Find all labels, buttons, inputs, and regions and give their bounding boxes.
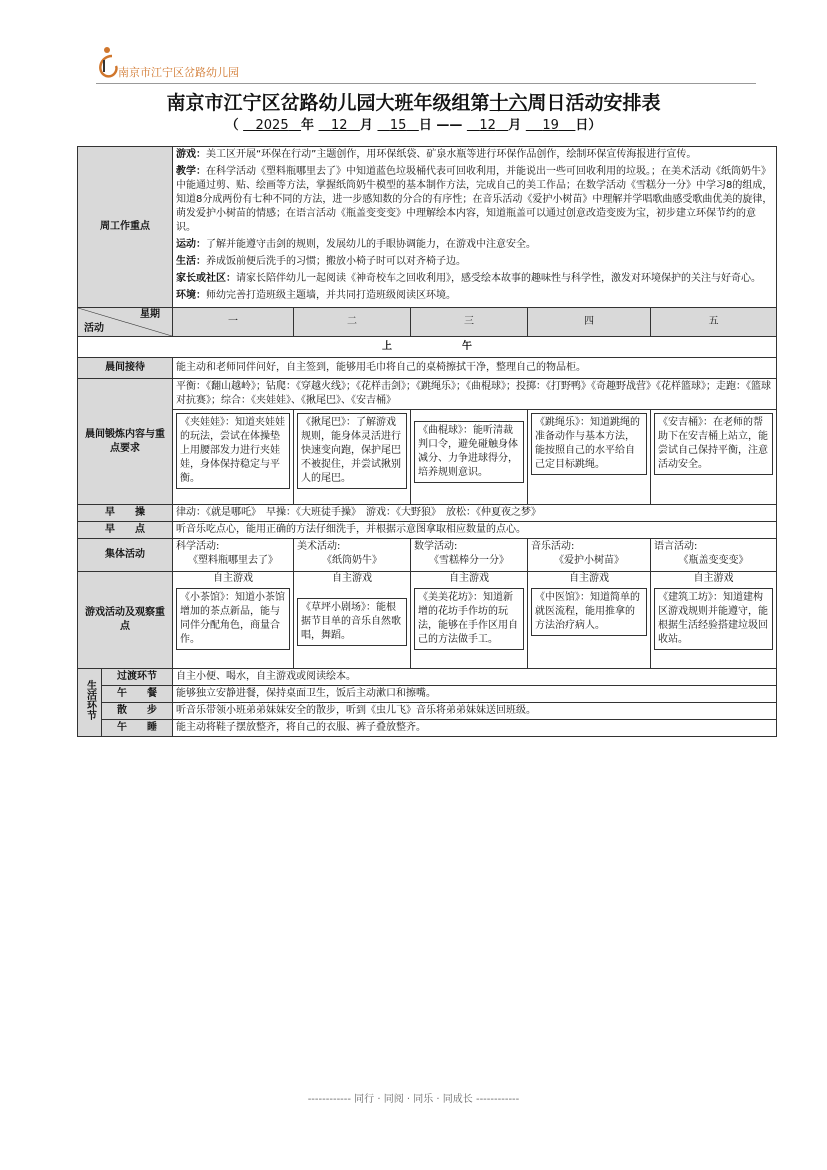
corner-activity: 活动 xyxy=(84,323,104,334)
focus-item: 游戏：美工区开展“环保在行动”主题创作，用环保纸袋、矿泉水瓶等进行环保作品创作，绘制环保宣传海报进行宣传。 xyxy=(176,149,697,160)
exercise-detail: 《跳绳乐》：知道跳绳的准备动作与基本方法，能按照自己的水平给自己定目标跳绳。 xyxy=(531,413,647,475)
date-range xyxy=(0,114,827,133)
focus-item: 运动：了解并能遵守击剑的规则，发展幼儿的手眼协调能力，在游戏中注意安全。 xyxy=(176,239,536,250)
exercise-days-row xyxy=(78,410,777,505)
exercise-detail: 《安吉桶》：在老师的帮助下在安吉桶上站立，能尝试自己保持平衡，注意活动安全。 xyxy=(654,413,773,475)
group-type: 音乐活动: xyxy=(531,541,575,552)
morning-exercise-row xyxy=(78,505,777,522)
morning-row xyxy=(78,337,777,358)
life-sub-label: 过渡环节 xyxy=(102,669,173,686)
date-month-char-2: 月 xyxy=(508,118,522,133)
group-type: 数学活动: xyxy=(414,541,458,552)
exercise-day-1 xyxy=(173,410,294,505)
start-year: 2025 xyxy=(255,118,289,133)
day-header-corner xyxy=(78,308,173,337)
play-row xyxy=(78,572,777,669)
group-day-5 xyxy=(651,539,777,572)
exercise-detail: 《曲棍球》：能听清裁判口令，避免碰触身体减分、力争进球得分，培养规则意识。 xyxy=(414,421,524,483)
group-day-2 xyxy=(294,539,411,572)
play-header: 自主游戏 xyxy=(449,573,489,584)
page-header xyxy=(92,44,752,84)
date-day-char: 日 xyxy=(418,118,432,133)
date-month-char: 月 xyxy=(359,118,373,133)
exercise-detail: 《夹娃娃》：知道夹娃娃的玩法，尝试在体操垫上用腰部发力进行夹娃娃，身体保持稳定与平衡。 xyxy=(176,413,290,489)
reception-label: 晨间接待 xyxy=(78,358,173,379)
header-divider xyxy=(96,83,756,84)
life-row xyxy=(78,703,777,720)
end-month: 12 xyxy=(479,118,496,133)
day-monday: 一 xyxy=(173,308,294,337)
weekly-focus-content xyxy=(173,147,777,308)
play-label: 游戏活动及观察重点 xyxy=(78,572,173,669)
date-open: （ xyxy=(225,118,239,133)
play-day-1 xyxy=(173,572,294,669)
snack-content: 听音乐吃点心，能用正确的方法仔细洗手，并根据示意图拿取相应数量的点心。 xyxy=(173,522,777,539)
play-header: 自主游戏 xyxy=(332,573,372,584)
end-day: 19 xyxy=(542,118,559,133)
group-day-4 xyxy=(528,539,651,572)
play-day-5 xyxy=(651,572,777,669)
group-day-3 xyxy=(411,539,528,572)
play-day-3 xyxy=(411,572,528,669)
play-header: 自主游戏 xyxy=(213,573,253,584)
group-name: 《纸筒奶牛》 xyxy=(322,555,382,566)
logo-text: 南京市江宁区岔路幼儿园 xyxy=(118,66,239,79)
group-name: 《塑料瓶哪里去了》 xyxy=(188,555,278,566)
group-name: 《雪糕棒分一分》 xyxy=(429,555,509,566)
day-friday: 五 xyxy=(651,308,777,337)
life-row xyxy=(78,720,777,737)
play-detail: 《草坪小剧场》：能根据节目单的音乐自然歌唱，舞蹈。 xyxy=(297,598,407,646)
exercise-day-3 xyxy=(411,410,528,505)
start-month: 12 xyxy=(330,118,348,133)
focus-item: 教学：在科学活动《塑料瓶哪里去了》中知道蓝色垃圾桶代表可回收利用，并能说出一些可回收利用的垃圾。；在美术活动《纸筒奶牛》中能通过剪、贴、绘画等方法，掌握纸筒奶牛模型的基本制作方法，完成自己的美工作品；在数学活动《雪糕分一分》中学习8的组成，知道8分成两份有七种不同的方法，进一步感知数的分合的有序性；在音乐活动《爱护小树苗》中理解并学唱歌曲感受歌曲优美的旋律，萌发爱护小树苗的情感；在语言活动《瓶盖变变变》中理解绘本内容，知道瓶盖可以通过创意改造变废为宝，初步建立环保节约的意识。 xyxy=(176,166,773,233)
title-suffix: 周日活动安排表 xyxy=(527,92,661,114)
corner-weekday: 星期 xyxy=(140,309,160,320)
page-footer: ------------ 同行 · 同阅 · 同乐 · 同成长 ------------ xyxy=(307,1094,520,1105)
play-day-2 xyxy=(294,572,411,669)
life-label-text: 生活环节 xyxy=(84,680,96,720)
morning-exercise-content: 律动：《就是哪吒》 早操：《大班徒手操》 游戏：《大野狼》 放松：《仲夏夜之梦》 xyxy=(173,505,777,522)
day-header-row xyxy=(78,308,777,337)
snack-row xyxy=(78,522,777,539)
focus-item: 环境：师幼完善打造班级主题墙，并共同打造班级阅读区环境。 xyxy=(176,290,456,301)
exercise-label: 晨间锻炼内容与重点要求 xyxy=(78,379,173,505)
title-prefix: 南京市江宁区岔路幼儿园大班年级组第 xyxy=(166,92,490,114)
exercise-summary-row xyxy=(78,379,777,410)
morning-exercise-label: 早 操 xyxy=(78,505,173,522)
weekly-focus-label: 周工作重点 xyxy=(78,147,173,308)
life-row xyxy=(78,669,777,686)
group-type: 科学活动: xyxy=(176,541,220,552)
date-close: 日） xyxy=(575,118,602,133)
date-year-char: 年 xyxy=(301,118,315,133)
kindergarten-logo-icon xyxy=(92,44,120,80)
life-content: 能够独立安静进餐，保持桌面卫生，饭后主动漱口和擦嘴。 xyxy=(173,686,777,703)
date-dash: —— xyxy=(436,118,463,133)
group-type: 语言活动: xyxy=(654,541,698,552)
morning-heading: 上 午 xyxy=(78,337,777,358)
group-type: 美术活动: xyxy=(297,541,341,552)
life-sub-label: 散 步 xyxy=(102,703,173,720)
life-row xyxy=(78,686,777,703)
exercise-detail: 《揪尾巴》：了解游戏规则，能身体灵活进行快速变向跑，保护尾巴不被捉住，并尝试揪别人的尾巴。 xyxy=(297,413,407,489)
group-name: 《爱护小树苗》 xyxy=(554,555,624,566)
group-day-1 xyxy=(173,539,294,572)
weekly-focus-row xyxy=(78,147,777,308)
life-label xyxy=(78,669,102,737)
focus-item: 家长或社区：请家长陪伴幼儿一起阅读《神奇校车之回收利用》，感受绘本故事的趣味性与科学性，激发对环境保护的关注与好奇心。 xyxy=(176,273,761,284)
title-week: 十六 xyxy=(489,92,528,114)
day-wednesday: 三 xyxy=(411,308,528,337)
group-activity-label: 集体活动 xyxy=(78,539,173,572)
start-day: 15 xyxy=(389,118,407,133)
exercise-day-4 xyxy=(528,410,651,505)
page-title xyxy=(0,88,827,115)
day-tuesday: 二 xyxy=(294,308,411,337)
focus-item: 生活：养成饭前便后洗手的习惯；搬放小椅子时可以对齐椅子边。 xyxy=(176,256,466,267)
life-sub-label: 午 睡 xyxy=(102,720,173,737)
play-header: 自主游戏 xyxy=(693,573,734,584)
snack-label: 早 点 xyxy=(78,522,173,539)
life-sub-label: 午 餐 xyxy=(102,686,173,703)
life-content: 自主小便、喝水，自主游戏或阅读绘本。 xyxy=(173,669,777,686)
life-content: 能主动将鞋子摆放整齐，将自己的衣服、裤子叠放整齐。 xyxy=(173,720,777,737)
group-name: 《瓶盖变变变》 xyxy=(678,555,749,566)
play-detail: 《建筑工坊》：知道建构区游戏规则并能遵守，能根据生活经验搭建垃圾回收站。 xyxy=(654,588,773,650)
play-header: 自主游戏 xyxy=(569,573,609,584)
play-detail: 《小茶馆》：知道小茶馆增加的茶点新品，能与同伴分配角色，商量合作。 xyxy=(176,588,290,650)
exercise-summary: 平衡：《翻山越岭》；钻爬：《穿越火线》；《花样击剑》；《跳绳乐》；《曲棍球》；投掷：《打野鸭》《奇趣野战营》《花样篮球》；走跑：《篮球对抗赛》；综合：《夹娃娃》、《揪尾巴》、《安吉桶》 xyxy=(173,379,777,410)
group-activity-row xyxy=(78,539,777,572)
reception-content: 能主动和老师同伴问好，自主签到，能够用毛巾将自己的桌椅擦拭干净，整理自己的物品柜。 xyxy=(173,358,777,379)
exercise-day-5 xyxy=(651,410,777,505)
day-thursday: 四 xyxy=(528,308,651,337)
schedule-table xyxy=(77,146,777,737)
reception-row xyxy=(78,358,777,379)
exercise-day-2 xyxy=(294,410,411,505)
life-content: 听音乐带领小班弟弟妹妹安全的散步，听到《虫儿飞》音乐将弟弟妹妹送回班级。 xyxy=(173,703,777,720)
play-day-4 xyxy=(528,572,651,669)
play-detail: 《美美花坊》：知道新增的花坊手作坊的玩法，能够在手作区用自己的方法做手工。 xyxy=(414,588,524,650)
play-detail: 《中医馆》：知道简单的就医流程，能用推拿的方法治疗病人。 xyxy=(531,588,647,636)
